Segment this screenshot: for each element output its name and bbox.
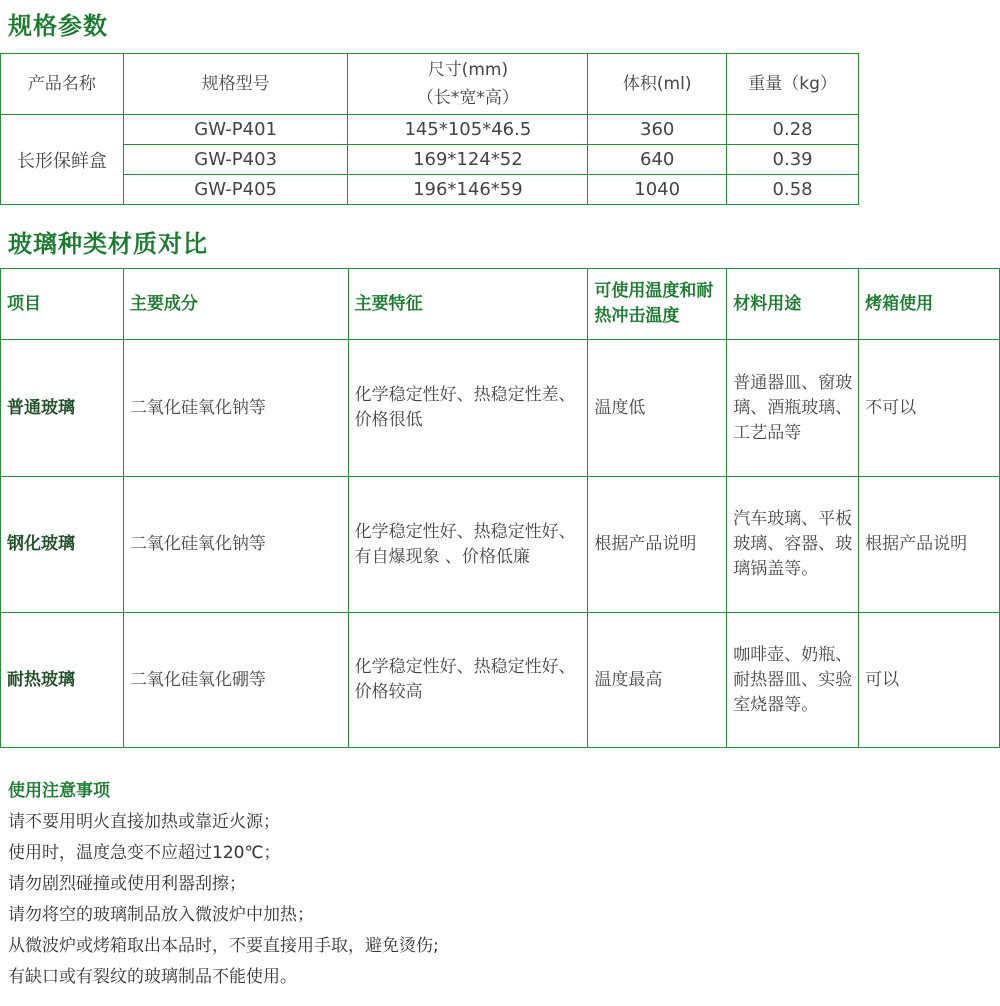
note-item: 请不要用明火直接加热或靠近火源；	[8, 812, 280, 832]
compare-feature-cell: 化学稳定性好、热稳定性好、有自爆现象 、价格低廉	[348, 477, 588, 613]
spec-volume-cell: 640	[588, 145, 727, 175]
compare-header-temp: 可使用温度和耐热冲击温度	[588, 269, 727, 340]
compare-table	[0, 268, 1000, 748]
compare-item-cell: 钢化玻璃	[1, 477, 124, 613]
note-item: 使用时，温度急变不应超过120℃；	[8, 843, 281, 863]
spec-model-cell: GW-P403	[123, 145, 348, 175]
compare-oven-cell: 可以	[859, 613, 1000, 748]
spec-section-title: 规格参数	[8, 12, 108, 40]
note-item: 请勿将空的玻璃制品放入微波炉中加热；	[8, 905, 314, 925]
compare-feature-cell: 化学稳定性好、热稳定性好、价格较高	[348, 613, 588, 748]
spec-weight-cell: 0.28	[727, 115, 859, 145]
spec-weight-cell: 0.39	[727, 145, 859, 175]
note-item: 有缺口或有裂纹的玻璃制品不能使用。	[8, 967, 297, 987]
spec-header-row	[1, 54, 859, 115]
table-row	[1, 613, 1000, 748]
compare-component-cell: 二氧化硅氧化钠等	[123, 477, 348, 613]
table-row	[1, 175, 859, 205]
compare-item-cell: 普通玻璃	[1, 340, 124, 477]
compare-header-feature: 主要特征	[348, 269, 588, 340]
spec-weight-cell: 0.58	[727, 175, 859, 205]
spec-model-cell: GW-P401	[123, 115, 348, 145]
spec-header-size-line1: 尺寸(mm)	[427, 60, 509, 80]
spec-table	[0, 53, 859, 205]
note-item: 请勿剧烈碰撞或使用利器刮擦；	[8, 874, 246, 894]
table-row	[1, 145, 859, 175]
spec-volume-cell: 360	[588, 115, 727, 145]
table-row	[1, 115, 859, 145]
compare-temp-cell: 温度低	[588, 340, 727, 477]
spec-size-cell: 169*124*52	[348, 145, 588, 175]
table-row	[1, 340, 1000, 477]
compare-header-usage: 材料用途	[727, 269, 859, 340]
spec-size-cell: 145*105*46.5	[348, 115, 588, 145]
compare-header-oven: 烤箱使用	[859, 269, 1000, 340]
compare-oven-cell: 根据产品说明	[859, 477, 1000, 613]
table-row	[1, 477, 1000, 613]
compare-section-title: 玻璃种类材质对比	[8, 230, 208, 258]
compare-header-component: 主要成分	[123, 269, 348, 340]
spec-header-name: 产品名称	[1, 54, 124, 115]
spec-size-cell: 196*146*59	[348, 175, 588, 205]
compare-component-cell: 二氧化硅氧化钠等	[123, 340, 348, 477]
compare-usage-cell: 汽车玻璃、平板玻璃、容器、玻璃锅盖等。	[727, 477, 859, 613]
usage-notes	[8, 776, 439, 993]
spec-product-name: 长形保鲜盒	[1, 115, 124, 205]
compare-header-row	[1, 269, 1000, 340]
spec-header-volume: 体积(ml)	[588, 54, 727, 115]
spec-model-cell: GW-P405	[123, 175, 348, 205]
compare-oven-cell: 不可以	[859, 340, 1000, 477]
spec-header-weight: 重量（kg）	[727, 54, 859, 115]
compare-usage-cell: 普通器皿、窗玻璃、酒瓶玻璃、工艺品等	[727, 340, 859, 477]
spec-header-size	[348, 54, 588, 115]
compare-usage-cell: 咖啡壶、奶瓶、耐热器皿、实验室烧器等。	[727, 613, 859, 748]
compare-item-cell: 耐热玻璃	[1, 613, 124, 748]
spec-header-model: 规格型号	[123, 54, 348, 115]
spec-volume-cell: 1040	[588, 175, 727, 205]
compare-temp-cell: 根据产品说明	[588, 477, 727, 613]
compare-header-item: 项目	[1, 269, 124, 340]
compare-component-cell: 二氧化硅氧化硼等	[123, 613, 348, 748]
spec-header-size-line2: （长*宽*高）	[416, 88, 519, 108]
compare-temp-cell: 温度最高	[588, 613, 727, 748]
compare-feature-cell: 化学稳定性好、热稳定性差、价格很低	[348, 340, 588, 477]
notes-title: 使用注意事项	[8, 781, 110, 801]
note-item: 从微波炉或烤箱取出本品时，不要直接用手取，避免烫伤;	[8, 936, 439, 956]
